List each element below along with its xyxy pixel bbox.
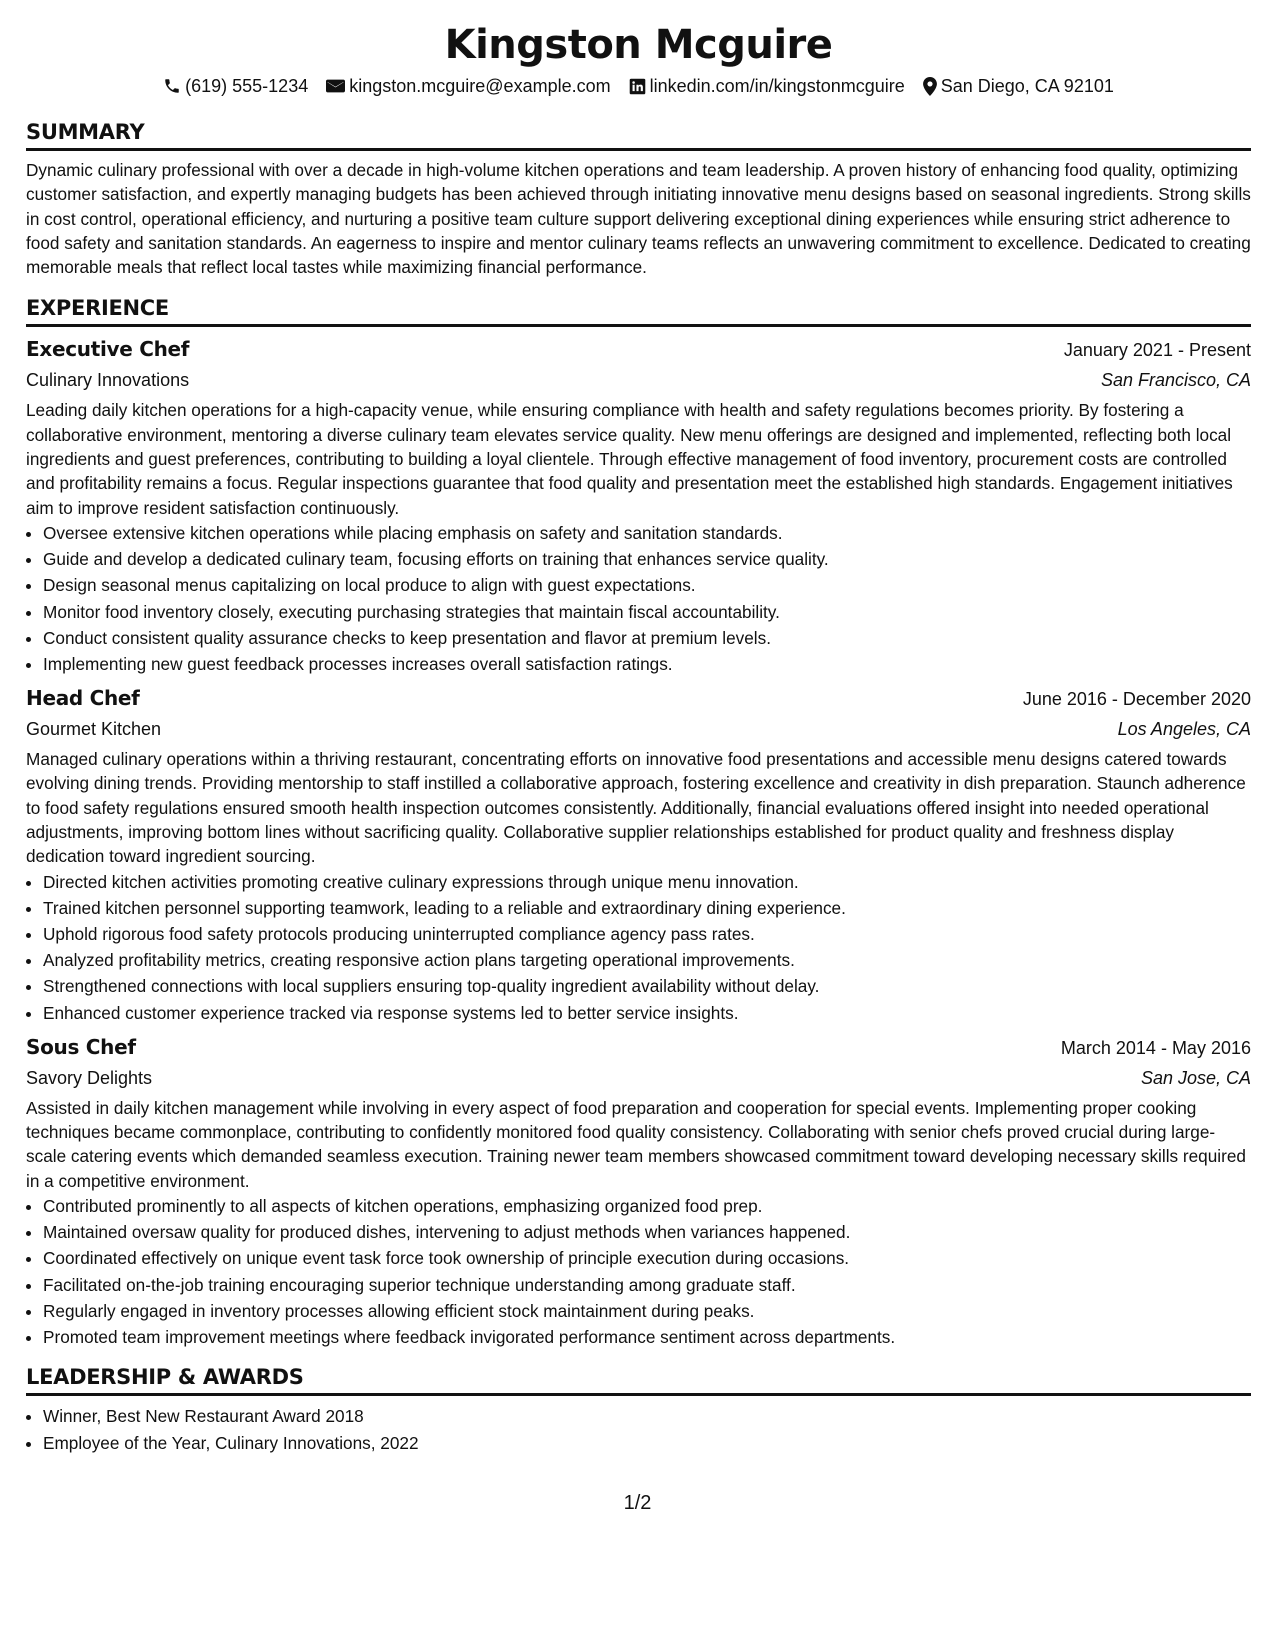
job-company: Savory Delights: [26, 1067, 153, 1088]
job-description: Leading daily kitchen operations for a high-capacity venue, while ensuring compliance with health and safety regulations becomes priority. By fostering a collaborative environment, mentoring a diverse culinary team elevates service quality. New menu offerings are designed and implemented, reflecting both local ingredients and guest preferences, contributing to building a loyal clientele. Through effective management of food inventory, procurement costs are controlled and profitability remains a focus. Regular inspections guarantee that food quality and presentation meet the established high standards. Engagement initiatives aim to improve resident satisfaction continuously.: [26, 400, 1233, 518]
job-dates: January 2021 - Present: [1063, 340, 1251, 361]
job-description: Assisted in daily kitchen management while involving in every aspect of food preparation and cooperation for special events. Implementing proper cooking techniques became commonplace, contributing to confidently monitored food quality consistency. Collaborating with senior chefs proved crucial during large-scale catering events which demanded seamless execution. Training newer team members showcased commitment toward developing necessary skills required in a competitive environment.: [26, 1097, 1246, 1191]
job-dates: June 2016 - December 2020: [1022, 689, 1251, 710]
linkedin-icon: [629, 78, 646, 95]
list-item: • Monitor food inventory closely, executing purchasing strategies that maintain fiscal accountability.: [43, 599, 1251, 625]
section-divider: [26, 324, 1251, 327]
section-divider: [26, 1393, 1251, 1396]
contact-linkedin: [629, 74, 905, 98]
list-item: • Uphold rigorous food safety protocols producing uninterrupted compliance agency pass rates.: [43, 921, 1251, 947]
job-entry: [26, 683, 1251, 1026]
list-item: • Directed kitchen activities promoting creative culinary expressions through unique menu innovation.: [43, 869, 1251, 895]
summary-text: Dynamic culinary professional with over a decade in high-volume kitchen operations and team leadership. A proven history of enhancing food quality, optimizing customer satisfaction, and expertly managing budgets has been achieved through initiating innovative menu designs based on seasonal ingredients. Strong skills in cost control, operational efficiency, and nurturing a positive team culture support delivering exceptional dining experiences while ensuring strict adherence to food safety and sanitation standards. An eagerness to inspire and mentor culinary teams reflects an unwavering commitment to excellence. Dedicated to creating memorable meals that reflect local tastes while maximizing financial performance.: [26, 160, 1251, 278]
section-title-awards: LEADERSHIP & AWARDS: [26, 1365, 304, 1390]
envelope-icon: [326, 78, 345, 94]
job-entry: [26, 1032, 1251, 1350]
phone-icon: [163, 77, 181, 95]
job-bullets: [26, 520, 1251, 677]
job-description: Managed culinary operations within a thriving restaurant, concentrating efforts on innovative food presentations and accessible menu designs catered towards evolving dining trends. Providing mentorship to staff instilled a collaborative approach, fostering excellence and creativity in dish preparation. Staunch adherence to food safety regulations ensured smooth health inspection outcomes consistently. Additionally, financial evaluations offered insight into needed operational adjustments, improving bottom lines without sacrificing quality. Collaborative supplier relationships established for product quality and freshness display dedication toward ingredient sourcing.: [26, 749, 1246, 867]
candidate-name: Kingston Mcguire: [444, 22, 833, 68]
section-title-summary: SUMMARY: [26, 120, 145, 144]
job-company: Culinary Innovations: [26, 370, 190, 391]
job-location: San Francisco, CA: [1100, 370, 1251, 391]
list-item: • Implementing new guest feedback processes increases overall satisfaction ratings.: [43, 651, 1251, 677]
list-item: • Design seasonal menus capitalizing on local produce to align with guest expectations.: [43, 572, 1251, 598]
list-item: • Guide and develop a dedicated culinary team, focusing efforts on training that enhances service quality.: [43, 546, 1251, 572]
list-item: • Contributed prominently to all aspects of kitchen operations, emphasizing organized food prep.: [43, 1193, 1251, 1219]
job-company: Gourmet Kitchen: [26, 719, 162, 740]
phone-text: (619) 555-1234: [185, 76, 309, 96]
experience-section: [26, 294, 1251, 1350]
job-bullets: [26, 1193, 1251, 1350]
list-item: • Conduct consistent quality assurance checks to keep presentation and flavor at premium levels.: [43, 625, 1251, 651]
summary-section: [26, 118, 1251, 279]
list-item: • Maintained oversaw quality for produced dishes, intervening to adjust methods when variances happened.: [43, 1219, 1251, 1245]
contact-phone: [163, 74, 308, 98]
email-text: kingston.mcguire@example.com: [349, 76, 611, 96]
list-item: • Oversee extensive kitchen operations while placing emphasis on safety and sanitation standards.: [43, 520, 1251, 546]
resume-page: [26, 20, 1251, 1456]
location-text: San Diego, CA 92101: [940, 76, 1114, 96]
job-bullets: [26, 869, 1251, 1026]
map-marker-icon: [923, 77, 937, 96]
job-entry: [26, 334, 1251, 677]
list-item: • Trained kitchen personnel supporting teamwork, leading to a reliable and extraordinary dining experience.: [43, 895, 1251, 921]
section-divider: [26, 148, 1251, 151]
contact-location: [923, 74, 1114, 98]
job-title: Head Chef: [26, 686, 140, 711]
list-item: • Regularly engaged in inventory processes allowing efficient stock maintainment during peaks.: [43, 1298, 1251, 1324]
linkedin-text: linkedin.com/in/kingstonmcguire: [649, 76, 905, 96]
list-item: • Analyzed profitability metrics, creating responsive action plans targeting operational improvements.: [43, 947, 1251, 973]
list-item: • Employee of the Year, Culinary Innovations, 2022: [43, 1430, 1251, 1456]
list-item: • Winner, Best New Restaurant Award 2018: [43, 1403, 1251, 1429]
list-item: • Promoted team improvement meetings where feedback invigorated performance sentiment across departments.: [43, 1324, 1251, 1350]
list-item: • Coordinated effectively on unique event task force took ownership of principle execution during occasions.: [43, 1245, 1251, 1271]
job-location: Los Angeles, CA: [1117, 719, 1251, 740]
job-dates: March 2014 - May 2016: [1060, 1037, 1251, 1058]
page-number: 1/2: [623, 1492, 652, 1514]
list-item: • Enhanced customer experience tracked via response systems led to better service insights.: [43, 1000, 1251, 1026]
section-title-experience: EXPERIENCE: [26, 296, 169, 321]
job-title: Executive Chef: [26, 337, 190, 362]
contact-email: [326, 74, 610, 98]
contact-bar: [26, 74, 1251, 98]
job-location: San Jose, CA: [1140, 1067, 1251, 1088]
job-title: Sous Chef: [26, 1034, 136, 1059]
awards-section: [26, 1363, 1251, 1455]
list-item: • Strengthened connections with local suppliers ensuring top-quality ingredient availability without delay.: [43, 973, 1251, 999]
awards-list: [26, 1403, 1251, 1455]
list-item: • Facilitated on-the-job training encouraging superior technique understanding among graduate staff.: [43, 1272, 1251, 1298]
